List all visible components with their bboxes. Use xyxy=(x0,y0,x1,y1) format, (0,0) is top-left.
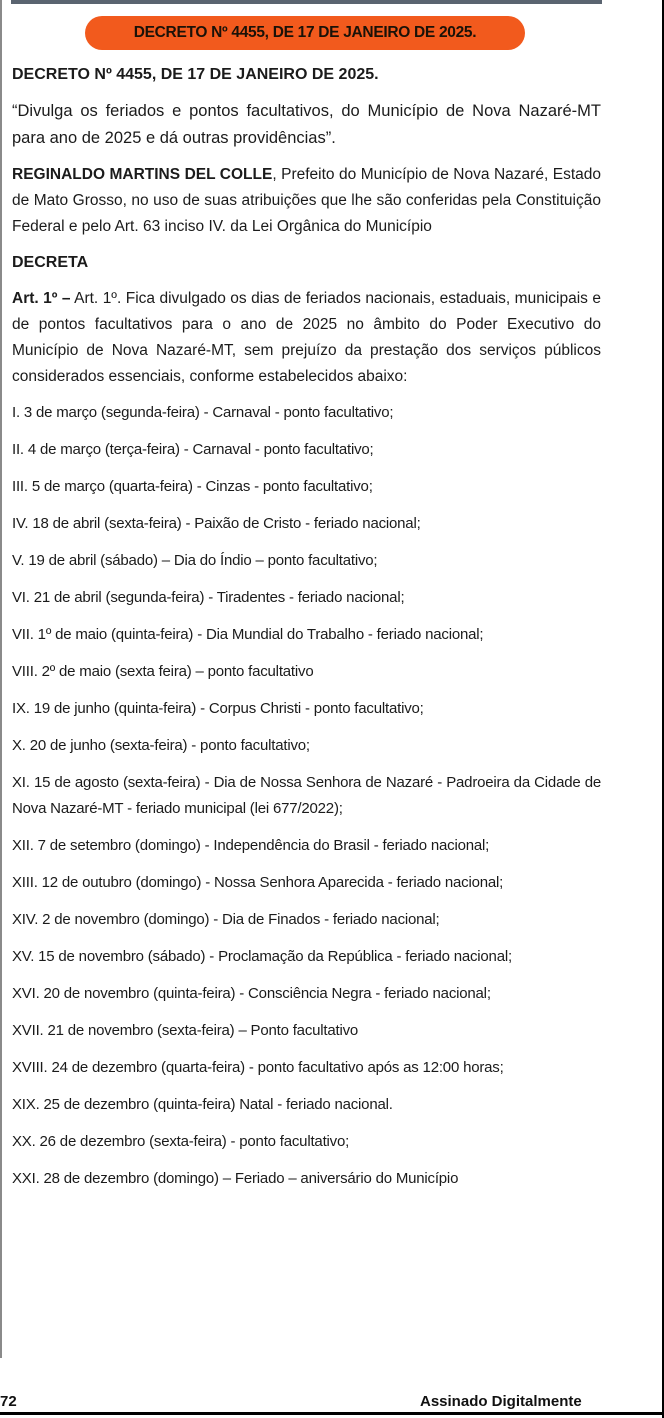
holiday-list-item: XVI. 20 de novembro (quinta-feira) - Consciência Negra - feriado nacional; xyxy=(12,985,491,1002)
page-number: 72 xyxy=(0,1393,17,1410)
decreta-heading: DECRETA xyxy=(12,254,89,271)
article-1 xyxy=(12,286,601,390)
footer-rule xyxy=(0,1412,664,1415)
decree-preamble xyxy=(12,162,601,240)
holiday-list-item: II. 4 de março (terça-feira) - Carnaval - ponto facultativo; xyxy=(12,441,374,458)
holiday-list-item: VI. 21 de abril (segunda-feira) - Tiradentes - feriado nacional; xyxy=(12,589,405,606)
holiday-list-item: XXI. 28 de dezembro (domingo) – Feriado – aniversário do Município xyxy=(12,1170,459,1187)
digital-signature-note: Assinado Digitalmente xyxy=(420,1393,582,1410)
mayor-name: REGINALDO MARTINS DEL COLLE xyxy=(12,166,273,183)
holiday-list-item: X. 20 de junho (sexta-feira) - ponto facultativo; xyxy=(12,737,310,754)
holiday-list-item: IX. 19 de junho (quinta-feira) - Corpus Christi - ponto facultativo; xyxy=(12,700,424,717)
holiday-list-item: XII. 7 de setembro (domingo) - Independência do Brasil - feriado nacional; xyxy=(12,837,490,854)
holiday-list-item: XVIII. 24 de dezembro (quarta-feira) - ponto facultativo após as 12:00 horas; xyxy=(12,1059,504,1076)
holiday-list-item: VIII. 2º de maio (sexta feira) – ponto facultativo xyxy=(12,663,314,680)
article-label: Art. 1º – xyxy=(12,290,71,307)
decree-heading: DECRETO Nº 4455, DE 17 DE JANEIRO DE 2025. xyxy=(12,66,379,83)
article-text: Art. 1º. Fica divulgado os dias de feriados nacionais, estaduais, municipais e de pontos facultativos para o ano de 2025 no âmbito do Poder Executivo do Município de Nova Nazaré-MT, sem prejuízo da prestação dos serviços públicos considerados essenciais, conforme estabelecidos abaixo: xyxy=(12,290,601,385)
holiday-list-item: V. 19 de abril (sábado) – Dia do Índio – ponto facultativo; xyxy=(12,552,378,569)
left-column-rule xyxy=(0,0,2,1358)
holiday-list-item: XVII. 21 de novembro (sexta-feira) – Ponto facultativo xyxy=(12,1022,359,1039)
holiday-list-item: XI. 15 de agosto (sexta-feira) - Dia de Nossa Senhora de Nazaré - Padroeira da Cidade de Nova Nazaré-MT - feriado municipal (lei 677/2022); xyxy=(12,774,601,817)
holiday-list-item: XIX. 25 de dezembro (quinta-feira) Natal - feriado nacional. xyxy=(12,1096,393,1113)
holiday-list-item: XV. 15 de novembro (sábado) - Proclamação da República - feriado nacional; xyxy=(12,948,512,965)
holiday-list xyxy=(12,400,601,1192)
holiday-list-item: VII. 1º de maio (quinta-feira) - Dia Mundial do Trabalho - feriado nacional; xyxy=(12,626,484,643)
holiday-list-item: I. 3 de março (segunda-feira) - Carnaval - ponto facultativo; xyxy=(12,404,394,421)
holiday-list-item: XIII. 12 de outubro (domingo) - Nossa Senhora Aparecida - feriado nacional; xyxy=(12,874,504,891)
holiday-list-item: III. 5 de março (quarta-feira) - Cinzas - ponto facultativo; xyxy=(12,478,373,495)
preamble-text: , Prefeito do Município de Nova Nazaré, Estado de Mato Grosso, no uso de suas atribuições que lhe são conferidas pela Constituição Federal e pelo Art. 63 inciso IV. da Lei Orgânica do Município xyxy=(12,166,601,235)
decree-body xyxy=(12,62,601,1203)
holiday-list-item: XIV. 2 de novembro (domingo) - Dia de Finados - feriado nacional; xyxy=(12,911,440,928)
decree-title-banner: DECRETO Nº 4455, DE 17 DE JANEIRO DE 2025. xyxy=(85,16,525,50)
holiday-list-item: IV. 18 de abril (sexta-feira) - Paixão de Cristo - feriado nacional; xyxy=(12,515,421,532)
decree-summary: “Divulga os feriados e pontos facultativos, do Município de Nova Nazaré-MT para ano de 2025 e dá outras providências”. xyxy=(12,102,601,147)
holiday-list-item: XX. 26 de dezembro (sexta-feira) - ponto facultativo; xyxy=(12,1133,350,1150)
top-header-bar xyxy=(11,0,602,4)
